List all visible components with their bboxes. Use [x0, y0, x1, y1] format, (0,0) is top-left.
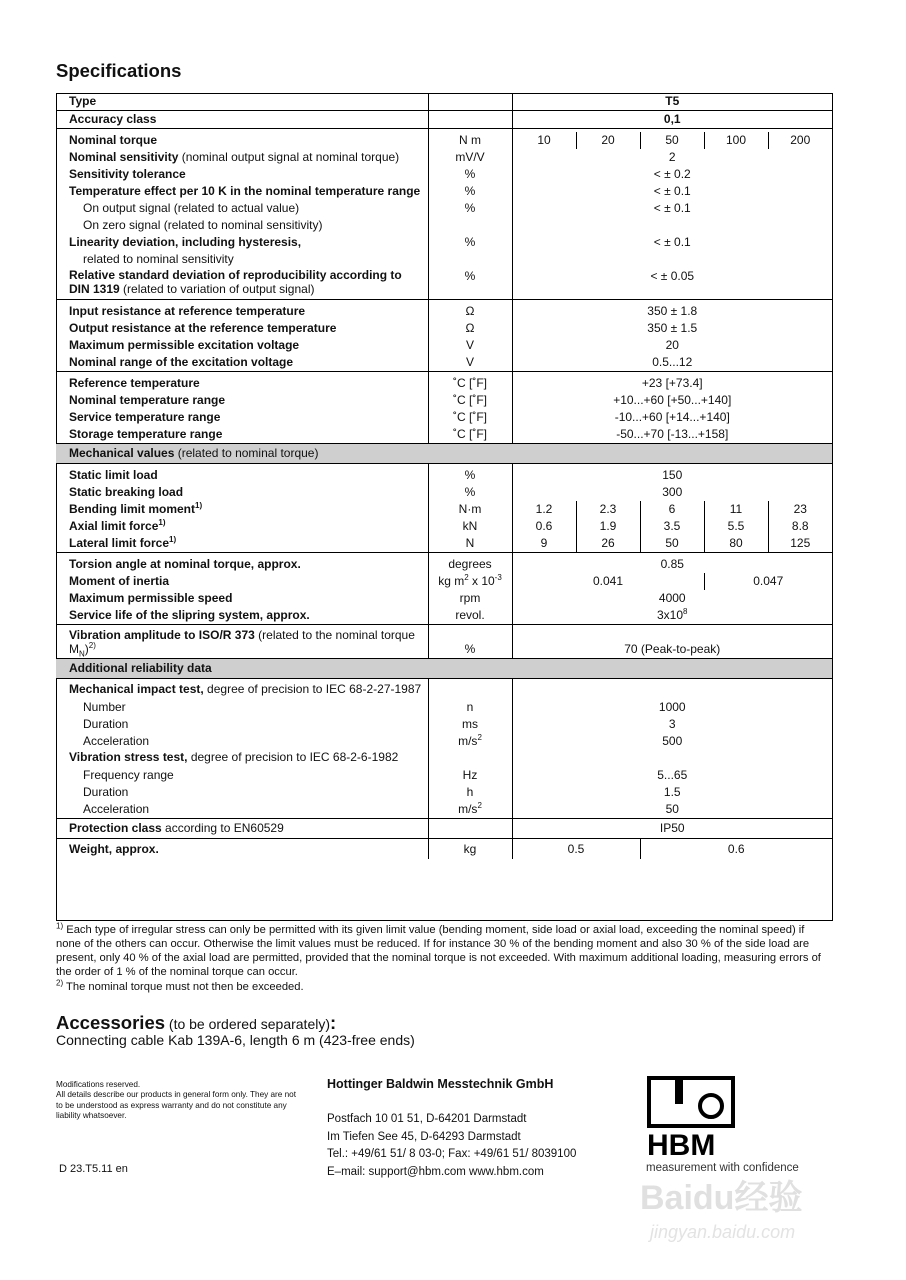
speed-value: 4000 — [658, 591, 686, 605]
ref-temp-label: Reference temperature — [69, 376, 200, 390]
input-res-unit: Ω — [428, 303, 512, 320]
nom-exc-value: 0.5...12 — [652, 355, 693, 369]
address-line: Postfach 10 01 51, D-64201 Darmstadt — [327, 1113, 527, 1125]
vibstress-accel-exponent: 2 — [477, 801, 482, 810]
temp-effect-output-label: On output signal (related to actual value) — [83, 201, 300, 215]
output-res-unit: Ω — [428, 320, 512, 337]
static-break-unit: % — [428, 484, 512, 501]
table-row — [56, 607, 832, 625]
nominal-sensitivity-unit: mV/V — [428, 149, 512, 166]
inertia-value: 0.041 — [592, 574, 624, 588]
footnote-1-mark: 1) — [56, 921, 64, 931]
table-row — [56, 93, 832, 111]
accessories-subtitle: (to be ordered separately) — [165, 1016, 331, 1032]
torsion-value: 0.85 — [660, 557, 684, 571]
table-row — [56, 467, 832, 484]
output-res-label: Output resistance at the reference temperature — [69, 321, 337, 335]
vib-amp-subscript: N — [79, 649, 85, 659]
page-title: Specifications — [56, 60, 182, 81]
lateral-unit: N — [428, 535, 512, 553]
nominal-sensitivity-note: (nominal output signal at nominal torque) — [178, 150, 400, 164]
lateral-value: 50 — [640, 535, 704, 553]
table-row — [56, 132, 832, 149]
vibstress-accel-value: 50 — [665, 802, 679, 816]
impact-label: Mechanical impact test, — [69, 682, 204, 696]
modifications-note: Modifications reserved. — [56, 1080, 141, 1089]
section-header — [56, 659, 832, 679]
footnote-2-text: The nominal torque must not then be exceeded. — [66, 981, 304, 993]
torsion-label: Torsion angle at nominal torque, approx. — [69, 557, 301, 571]
lateral-value: 9 — [540, 536, 548, 550]
static-limit-value: 150 — [662, 468, 683, 482]
impact-accel-unit: m/s — [458, 734, 478, 748]
slipring-value: 3x10 — [657, 608, 684, 622]
temp-effect-output-unit: % — [428, 183, 512, 200]
vibstress-duration-value: 1.5 — [663, 785, 681, 799]
table-row — [56, 628, 832, 659]
table-row — [56, 234, 832, 251]
type-value: T5 — [665, 94, 680, 108]
vibstress-label: Vibration stress test, — [69, 750, 188, 764]
table-row — [56, 409, 832, 426]
table-row — [56, 217, 832, 234]
section-header — [56, 444, 832, 464]
company-name: Hottinger Baldwin Messtechnik GmbH — [327, 1077, 554, 1091]
axial-label: Axial limit force — [69, 519, 159, 533]
bending-label: Bending limit moment — [69, 502, 195, 516]
stor-temp-unit: ˚C [˚F] — [428, 426, 512, 444]
add-header: Additional reliability data — [56, 659, 832, 679]
axial-value: 5.5 — [704, 518, 768, 535]
table-row — [56, 426, 832, 444]
sensitivity-tolerance-label: Sensitivity tolerance — [69, 167, 186, 181]
table-row — [56, 484, 832, 501]
footnote-1 — [56, 923, 831, 979]
linearity-note: related to nominal sensitivity — [83, 252, 234, 266]
table-row — [56, 716, 832, 733]
nom-temp-label: Nominal temperature range — [69, 393, 226, 407]
footnote-2-mark: 2) — [56, 978, 64, 988]
temp-effect-label: Temperature effect per 10 K in the nominal temperature range — [69, 184, 421, 198]
vibstress-freq-label: Frequency range — [83, 768, 174, 782]
slipring-unit: revol. — [428, 607, 512, 625]
watermark-brand: Baidu经验 — [640, 1179, 803, 1217]
accessories-title: Accessories — [56, 1012, 166, 1033]
axial-value: 3.5 — [640, 518, 704, 535]
max-exc-value: 20 — [665, 338, 679, 352]
logo-text: HBM — [647, 1129, 716, 1158]
max-exc-label: Maximum permissible excitation voltage — [69, 338, 300, 352]
table-row — [56, 111, 832, 129]
table-row — [56, 166, 832, 183]
watermark-url: jingyan.baidu.com — [650, 1222, 796, 1242]
linearity-unit: % — [428, 234, 512, 251]
table-row — [56, 682, 832, 699]
bending-value: 6 — [640, 501, 704, 518]
table-row — [56, 801, 832, 819]
table-row — [56, 200, 832, 217]
address-block — [327, 1111, 576, 1181]
table-row — [56, 535, 832, 553]
weight-value: 0.5 — [512, 839, 640, 860]
accessories-heading — [56, 1012, 336, 1034]
repro-label: Relative standard deviation of reproducibility according to DIN 1319 — [69, 268, 402, 296]
serv-temp-label: Service temperature range — [69, 410, 221, 424]
axial-unit: kN — [428, 518, 512, 535]
nominal-sensitivity-value: 2 — [668, 150, 676, 164]
nominal-torque-unit: N m — [428, 132, 512, 149]
table-row — [56, 149, 832, 166]
vibstress-accel-label: Acceleration — [83, 802, 150, 816]
table-row — [56, 375, 832, 392]
table-row — [56, 303, 832, 320]
vibstress-accel-unit: m/s — [458, 802, 478, 816]
phone-fax: Tel.: +49/61 51/ 8 03-0; Fax: +49/61 51/ 8039100 — [327, 1148, 577, 1160]
inertia-unit-power: -3 — [494, 573, 502, 582]
weight-label: Weight, approx. — [56, 839, 428, 860]
serv-temp-value: -10...+60 [+14...+140] — [614, 410, 730, 424]
table-row — [56, 839, 832, 860]
table-row — [56, 784, 832, 801]
table-row — [56, 573, 832, 590]
table-row — [56, 767, 832, 784]
vibstress-duration-unit: h — [428, 784, 512, 801]
stor-temp-label: Storage temperature range — [69, 427, 223, 441]
nom-exc-unit: V — [428, 354, 512, 372]
nom-temp-unit: ˚C [˚F] — [428, 392, 512, 409]
footnote-2 — [56, 980, 831, 994]
bending-unit: N·m — [428, 501, 512, 518]
email-web: E–mail: support@hbm.com www.hbm.com — [327, 1165, 544, 1178]
mech-header-note: (related to nominal torque) — [174, 446, 319, 460]
table-row — [56, 501, 832, 518]
table-row — [56, 320, 832, 337]
inertia-value: 0.047 — [704, 573, 832, 590]
impact-duration-value: 3 — [668, 717, 676, 731]
nom-exc-label: Nominal range of the excitation voltage — [69, 355, 294, 369]
temp-effect-zero-unit: % — [428, 200, 512, 217]
impact-number-unit: n — [428, 699, 512, 716]
bending-value: 23 — [768, 501, 832, 518]
bending-value: 1.2 — [535, 502, 553, 516]
inertia-unit-factor: x 10 — [468, 574, 495, 588]
nom-temp-value: +10...+60 [+50...+140] — [613, 393, 732, 407]
table-row — [56, 590, 832, 607]
repro-value: < ± 0.05 — [650, 269, 695, 283]
axial-value: 8.8 — [768, 518, 832, 535]
nominal-torque-value: 10 — [537, 133, 551, 147]
lateral-value: 80 — [704, 535, 768, 553]
ref-temp-value: +23 [+73.4] — [641, 376, 703, 390]
inertia-unit-exponent: 2 — [464, 573, 469, 582]
max-exc-unit: V — [428, 337, 512, 354]
nominal-torque-label: Nominal torque — [69, 133, 158, 147]
vibstress-note: degree of precision to IEC 68-2-6-1982 — [187, 750, 399, 764]
table-row — [56, 699, 832, 716]
impact-duration-label: Duration — [83, 717, 129, 731]
table-row — [56, 819, 832, 839]
vib-amp-note-close: ) — [84, 642, 89, 656]
bending-value: 11 — [704, 501, 768, 518]
protection-label: Protection class — [69, 821, 162, 835]
nominal-torque-value: 100 — [704, 132, 768, 149]
temp-effect-zero-label: On zero signal (related to nominal sensitivity) — [83, 218, 323, 232]
table-row — [56, 268, 832, 300]
lateral-value: 26 — [576, 535, 640, 553]
impact-number-value: 1000 — [658, 700, 686, 714]
nominal-sensitivity-label: Nominal sensitivity — [69, 150, 179, 164]
serv-temp-unit: ˚C [˚F] — [428, 409, 512, 426]
inertia-label: Moment of inertia — [69, 574, 170, 588]
vib-amp-value: 70 (Peak-to-peak) — [624, 642, 721, 656]
type-label: Type — [69, 94, 97, 108]
accessories-colon: : — [330, 1012, 337, 1033]
weight-unit: kg — [428, 839, 512, 860]
slipring-exponent: 8 — [683, 607, 688, 616]
slipring-label: Service life of the slipring system, approx. — [69, 608, 310, 622]
linearity-label: Linearity deviation, including hysteresis, — [69, 235, 302, 249]
lateral-label: Lateral limit force — [69, 536, 170, 550]
vib-amp-unit: % — [428, 628, 512, 659]
table-row — [56, 337, 832, 354]
stor-temp-value: -50...+70 [-13...+158] — [616, 427, 729, 441]
protection-note: according to EN60529 — [161, 821, 284, 835]
impact-accel-value: 500 — [662, 734, 683, 748]
vib-amp-footnote-mark: 2) — [88, 641, 96, 650]
table-row — [56, 354, 832, 372]
table-row — [56, 392, 832, 409]
weight-value: 0.6 — [640, 839, 832, 860]
axial-value: 1.9 — [576, 518, 640, 535]
linearity-value: < ± 0.1 — [653, 235, 691, 249]
axial-footnote-mark: 1) — [158, 518, 166, 527]
table-row — [56, 733, 832, 750]
accuracy-label: Accuracy class — [56, 111, 428, 129]
specifications-table — [56, 93, 832, 859]
vibstress-duration-label: Duration — [83, 785, 129, 799]
table-row — [56, 183, 832, 200]
sensitivity-tolerance-value: < ± 0.2 — [653, 167, 691, 181]
ref-temp-unit: ˚C [˚F] — [428, 375, 512, 392]
repro-unit: % — [428, 268, 512, 300]
table-row — [56, 750, 832, 767]
nominal-torque-value: 50 — [640, 132, 704, 149]
lateral-footnote-mark: 1) — [169, 535, 177, 544]
accessories-item: Connecting cable Kab 139A-6, length 6 m (423-free ends) — [56, 1032, 415, 1048]
disclaimer — [56, 1080, 301, 1121]
static-limit-label: Static limit load — [69, 468, 158, 482]
speed-unit: rpm — [428, 590, 512, 607]
impact-note: degree of precision to IEC 68-2-27-1987 — [203, 682, 422, 696]
sensitivity-tolerance-unit: % — [428, 166, 512, 183]
output-res-value: 350 ± 1.5 — [647, 321, 698, 335]
static-limit-unit: % — [428, 467, 512, 484]
tagline: measurement with confidence — [646, 1162, 799, 1174]
vib-amp-note: (related to the nominal torque M — [69, 628, 415, 656]
impact-duration-unit: ms — [428, 716, 512, 733]
doc-number: D 23.T5.11 en — [59, 1163, 128, 1175]
temp-effect-zero-value: < ± 0.1 — [653, 201, 691, 215]
lateral-value: 125 — [768, 535, 832, 553]
repro-note: (related to variation of output signal) — [119, 282, 315, 296]
accuracy-value: 0,1 — [512, 111, 832, 129]
nominal-torque-value: 20 — [576, 132, 640, 149]
input-res-label: Input resistance at reference temperature — [69, 304, 306, 318]
hbm-logo-icon — [647, 1076, 737, 1158]
input-res-value: 350 ± 1.8 — [647, 304, 698, 318]
mech-header: Mechanical values — [69, 446, 175, 460]
static-break-value: 300 — [662, 485, 683, 499]
vib-amp-label: Vibration amplitude to ISO/R 373 — [69, 628, 255, 642]
footnote-1-text: Each type of irregular stress can only be permitted with its given limit value (bending moment, side load or axial load, exceeding the nominal speed) if none of the others can occur. Otherwise the limit values must be reduced. If for instance 30 % of the bending moment and also 30 % of the side load are present, only 40 % of the axial load are permitted, provided that the nominal torque is not exceeded. With maximum additional loading, measuring errors of the order of 1 % of the nominal torque can occur. — [56, 924, 821, 978]
vibstress-freq-value: 5...65 — [657, 768, 688, 782]
table-row — [56, 556, 832, 573]
bending-value: 2.3 — [576, 501, 640, 518]
axial-value: 0.6 — [535, 519, 553, 533]
hbm-logo — [647, 1076, 737, 1163]
nominal-torque-value: 200 — [768, 132, 832, 149]
bending-footnote-mark: 1) — [195, 501, 203, 510]
temp-effect-output-value: < ± 0.1 — [653, 184, 691, 198]
impact-accel-exponent: 2 — [477, 733, 482, 742]
torsion-unit: degrees — [428, 556, 512, 573]
table-row — [56, 251, 832, 268]
speed-label: Maximum permissible speed — [69, 591, 233, 605]
protection-value: IP50 — [512, 819, 832, 839]
disclaimer-text: All details describe our products in general form only. They are not to be understood as express warranty and do not constitute any liability whatsoever. — [56, 1090, 296, 1120]
impact-number-label: Number — [83, 700, 126, 714]
impact-accel-label: Acceleration — [83, 734, 150, 748]
table-row — [56, 518, 832, 535]
vibstress-freq-unit: Hz — [428, 767, 512, 784]
inertia-unit: kg m — [438, 574, 465, 588]
static-break-label: Static breaking load — [69, 485, 184, 499]
address-line: Im Tiefen See 45, D-64293 Darmstadt — [327, 1130, 521, 1143]
